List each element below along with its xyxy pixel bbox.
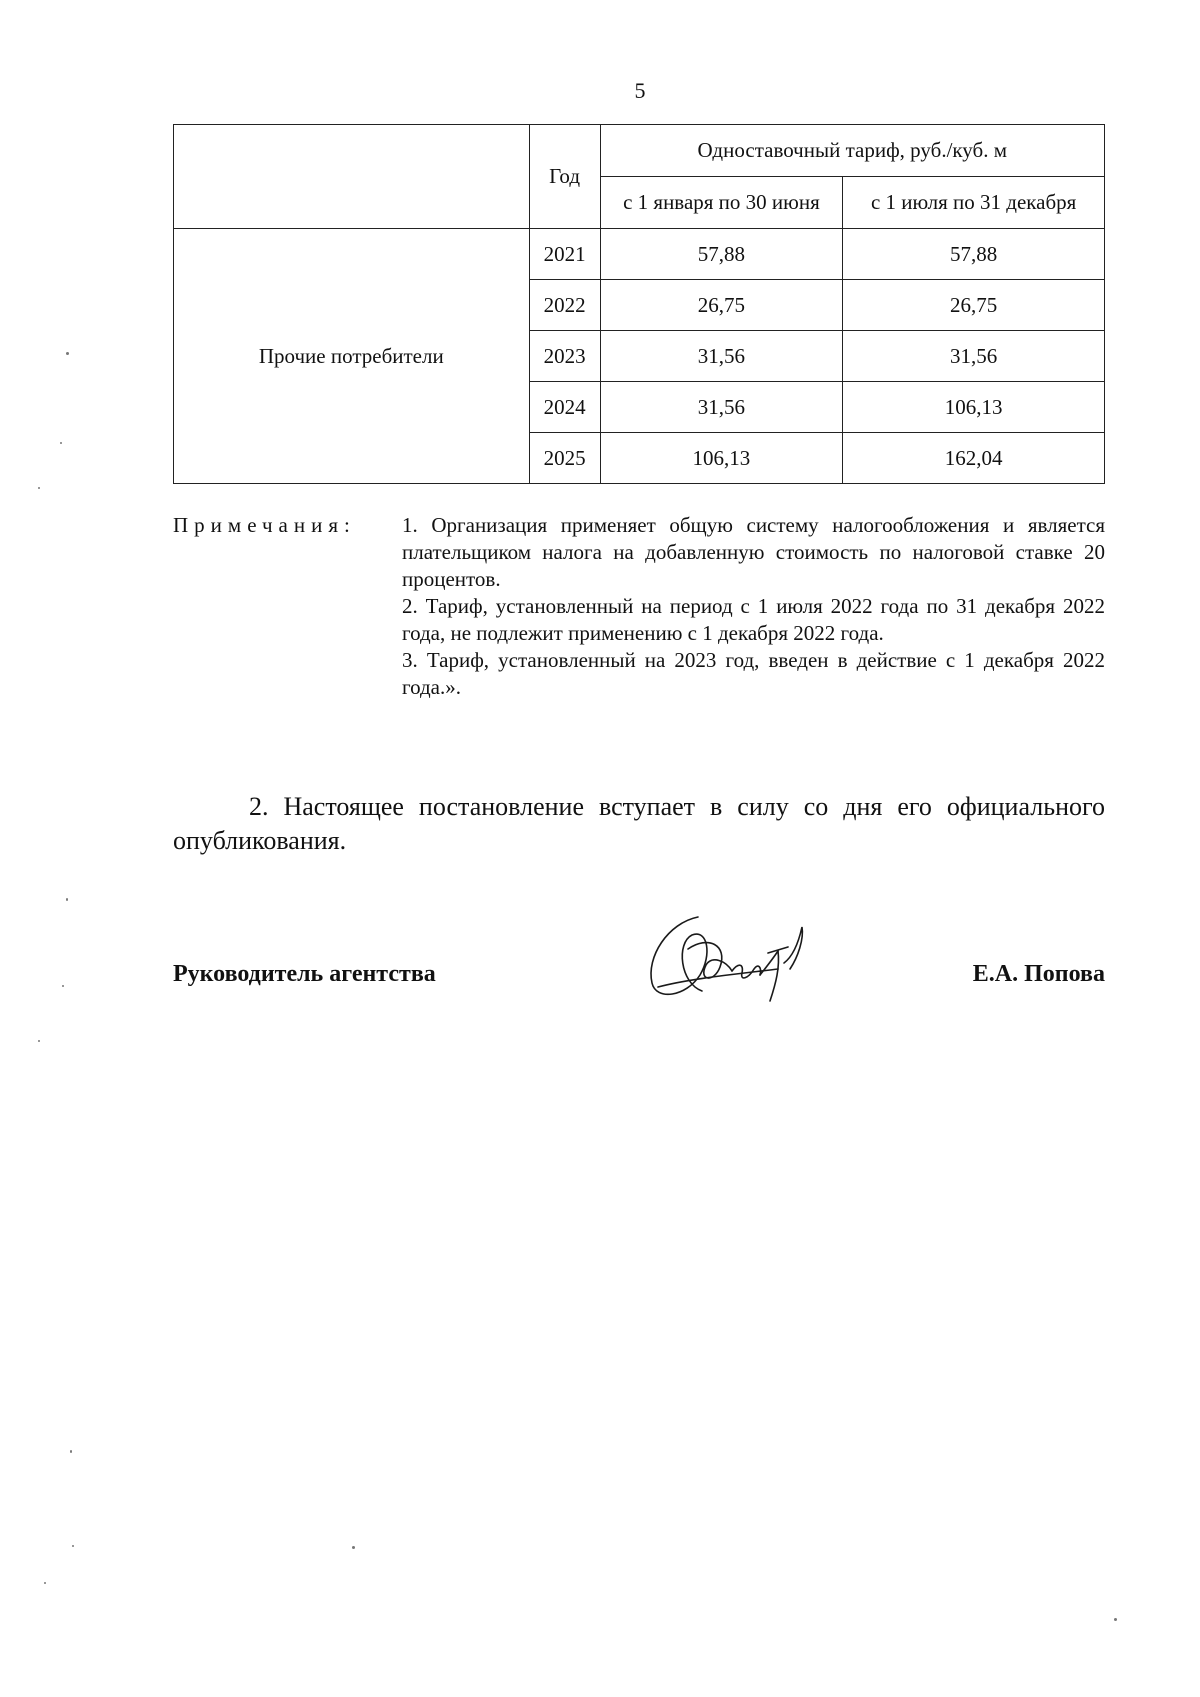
scan-speck [66,898,68,901]
header-period-2: с 1 июля по 31 декабря [843,177,1105,229]
header-category-cell [174,125,530,229]
signer-name: Е.А. Попова [972,961,1105,987]
scan-speck [38,487,40,489]
year-cell: 2024 [529,382,600,433]
year-cell: 2022 [529,280,600,331]
tariff-cell-period-2: 57,88 [843,229,1105,280]
scan-speck [70,1450,72,1453]
tariff-cell-period-2: 106,13 [843,382,1105,433]
note-item: 2. Тариф, установленный на период с 1 июля 2022 года по 31 декабря 2022 года, не подлежит применению с 1 декабря 2022 года. [402,594,1105,645]
year-cell: 2023 [529,331,600,382]
handwritten-signature [628,905,828,1015]
signature-block [173,950,1105,1040]
header-period-1: с 1 января по 30 июня [600,177,843,229]
year-cell: 2021 [529,229,600,280]
tariff-cell-period-1: 106,13 [600,433,843,484]
scan-speck [60,442,62,444]
header-year: Год [529,125,600,229]
table-row [174,229,1105,280]
header-tariff-group: Одноставочный тариф, руб./куб. м [600,125,1104,177]
tariff-cell-period-2: 162,04 [843,433,1105,484]
notes-list [402,512,1105,701]
effective-date-clause: 2. Настоящее постановление вступает в силу со дня его официального опубликования. [173,792,1105,855]
table-header-row [174,125,1105,177]
tariff-cell-period-1: 31,56 [600,382,843,433]
scan-speck [62,985,64,987]
tariff-cell-period-1: 26,75 [600,280,843,331]
signer-position: Руководитель агентства [173,961,436,987]
tariff-cell-period-1: 31,56 [600,331,843,382]
tariff-cell-period-1: 57,88 [600,229,843,280]
tariff-cell-period-2: 26,75 [843,280,1105,331]
note-item: 3. Тариф, установленный на 2023 год, введен в действие с 1 декабря 2022 года.». [402,648,1105,699]
year-cell: 2025 [529,433,600,484]
tariff-table [173,124,1105,484]
scan-speck [38,1040,40,1042]
scan-speck [1114,1618,1117,1621]
tariff-cell-period-2: 31,56 [843,331,1105,382]
page-number: 5 [634,78,646,103]
scan-speck [72,1545,74,1547]
scan-speck [66,352,69,355]
scan-speck [352,1546,355,1549]
category-cell: Прочие потребители [174,229,530,484]
note-item: 1. Организация применяет общую систему налогообложения и является плательщиком налога на добавленную стоимость по налоговой ставке 20 процентов. [402,513,1105,591]
scan-speck [44,1582,46,1584]
notes-label: Примечания: [173,513,356,537]
